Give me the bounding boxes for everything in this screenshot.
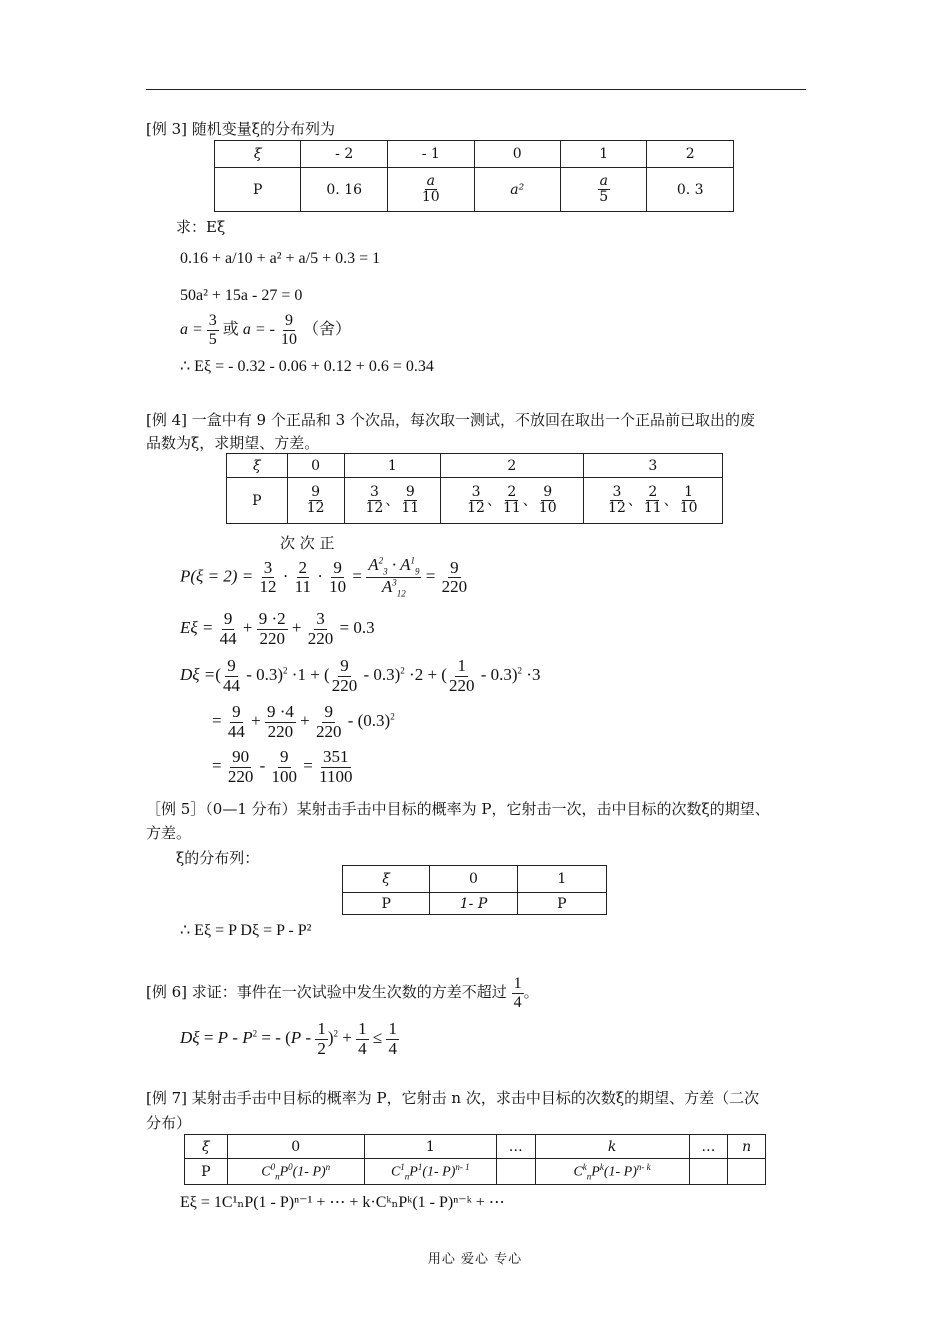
ex3-p2: $\frac{a}{10}$ — [387, 168, 474, 212]
ex3-p4: $\frac{a}{5}$ — [561, 168, 647, 212]
page-footer: 用心 爱心 专心 — [427, 1252, 523, 1267]
ex3-p5: 0. 3 — [647, 168, 734, 212]
ex3-p3: a² — [474, 168, 560, 212]
ex3-line1: 0.16 + a/10 + a² + a/5 + 0.3 = 1 — [180, 250, 381, 267]
ex4-h4: 3 — [583, 454, 722, 478]
ex3-line2: 50a² + 15a - 27 = 0 — [180, 287, 303, 304]
ex5-heading-2: 方差。 — [146, 824, 192, 842]
ex7-h1: 0 — [227, 1135, 364, 1159]
ex3-h3: 0 — [474, 141, 560, 168]
ex3-table — [214, 140, 734, 212]
ex5-table — [342, 865, 607, 915]
ex4-heading-2: 品数为ξ，求期望、方差。 — [146, 434, 320, 452]
ex3-h2: - 1 — [387, 141, 474, 168]
ex3-h4: 1 — [561, 141, 647, 168]
ex5-result: ∴ Eξ = P Dξ = P - P² — [180, 922, 312, 939]
ex3-h5: 2 — [647, 141, 734, 168]
ex7-h2: 1 — [364, 1135, 496, 1159]
ex7-p1: $C^1_nP^1(1-$ P)$^{n- 1}$ — [364, 1159, 496, 1185]
ex3-heading: [例 3] 随机变量ξ的分布列为 — [146, 120, 336, 138]
ex3-row-label: P — [215, 168, 301, 212]
ex4-expectation: Eξ = $\frac{9}{44}$ + $\frac{9 \cdot 2}{220}$ + $\frac{3}{220}$ = 0.3 — [180, 609, 375, 648]
ex4-variance-3: = $\frac{90}{220}$ - $\frac{9}{100}$ = $\frac{351}{1100}$ — [212, 747, 353, 786]
ex3-ask: 求：Eξ — [176, 218, 226, 236]
ex4-p1: $\frac{3}{12}$ 、 $\frac{9}{11}$ — [344, 478, 441, 524]
ex7-h4: k — [535, 1135, 689, 1159]
ex3-p1: 0. 16 — [301, 168, 388, 212]
ex7-pk: $C^k_nP^k(1-$ P)$^{n- k}$ — [535, 1159, 689, 1185]
ex3-line3: a = $\frac{3}{5}$ 或 a = - $\frac{9}{10}$ （舍） — [180, 312, 351, 348]
top-rule — [146, 89, 806, 90]
ex4-h3: 2 — [441, 454, 583, 478]
ex7-p2 — [496, 1159, 535, 1185]
ex7-formula: Eξ = 1C¹ₙP(1 - P)ⁿ⁻¹ + ⋯ + k·CᵏₙPᵏ(1 - P)ⁿ⁻ᵏ + ⋯ — [180, 1194, 505, 1211]
ex3-h1: - 2 — [301, 141, 388, 168]
ex4-notes: 次 次 正 — [280, 534, 335, 552]
ex7-pn — [728, 1159, 766, 1185]
ex4-p2: $\frac{3}{12}$ 、 $\frac{2}{11}$ 、 $\frac{9}{10}$ — [441, 478, 583, 524]
ex5-h0: ξ — [343, 866, 430, 893]
ex4-variance-2: = $\frac{9}{44}$ + $\frac{9 \cdot 4}{220}$ + $\frac{9}{220}$ - $(0.3)^2$ — [212, 702, 395, 741]
ex7-h0: ξ — [185, 1135, 228, 1159]
ex7-h5: … — [689, 1135, 728, 1159]
ex4-p3: $\frac{3}{12}$ 、 $\frac{2}{11}$ 、 $\frac{1}{10}$ — [583, 478, 722, 524]
ex7-p0: $C^0_nP^0(1-$ P)$^n$ — [227, 1159, 364, 1185]
ex4-row-label: P — [227, 478, 288, 524]
ex4-variance-1: Dξ =( $\frac{9}{44}$ - 0.3)$^2$ ·1 + ( $\frac{9}{220}$ - 0.3)$^2$ ·2 + ( $\frac{1}{220}$ - 0.3)$^2$ ·3 — [180, 656, 541, 695]
ex5-h2: 1 — [517, 866, 606, 893]
ex7-heading-2: 分布） — [146, 1114, 192, 1132]
ex4-h1: 0 — [287, 454, 344, 478]
ex5-r2: P — [517, 893, 606, 915]
ex7-table — [184, 1134, 766, 1185]
ex5-h1: 0 — [430, 866, 517, 893]
ex4-h0: ξ — [227, 454, 288, 478]
ex6-heading: [例 6] 求证：事件在一次试验中发生次数的方差不超过 $\frac{1}{4}$ 。 — [146, 975, 539, 1011]
ex4-h2: 1 — [344, 454, 441, 478]
ex3-line4: ∴ Eξ = - 0.32 - 0.06 + 0.12 + 0.6 = 0.34 — [180, 358, 434, 375]
ex7-row-label: P — [185, 1159, 228, 1185]
ex5-heading-1: ［例 5］（0—1 分布）某射击手击中目标的概率为 P，它射击一次，击中目标的次数ξ的期望、 — [146, 800, 770, 818]
ex4-p0: $\frac{9}{12}$ — [287, 478, 344, 524]
ex4-heading-1: [例 4] 一盒中有 9 个正品和 3 个次品，每次取一测试，不放回在取出一个正品前已取出的废 — [146, 411, 755, 429]
ex7-p5 — [689, 1159, 728, 1185]
ex5-sub: ξ的分布列： — [176, 849, 260, 867]
ex4-table — [226, 453, 723, 524]
ex7-h3: … — [496, 1135, 535, 1159]
ex5-r0: P — [343, 893, 430, 915]
ex5-r1: 1- P — [430, 893, 517, 915]
ex7-heading-1: [例 7] 某射击手击中目标的概率为 P，它射击 n 次，求击中目标的次数ξ的期望、方差（二次 — [146, 1089, 760, 1107]
ex4-p-xi2: P(ξ = 2) = $\frac{3}{12}$ · $\frac{2}{11}$ · $\frac{9}{10}$ = $\frac{A^2_3 \cdot A^1_9}{A^3_{12}}$ = $\frac{9}{220}$ — [180, 555, 468, 599]
ex3-h0: ξ — [215, 141, 301, 168]
ex7-h6: n — [728, 1135, 766, 1159]
ex6-proof: $D\xi = P - P^2$ = - (P - $\frac{1}{2}$ )$^2$ + $\frac{1}{4}$ ≤ $\frac{1}{4}$ — [180, 1019, 397, 1058]
